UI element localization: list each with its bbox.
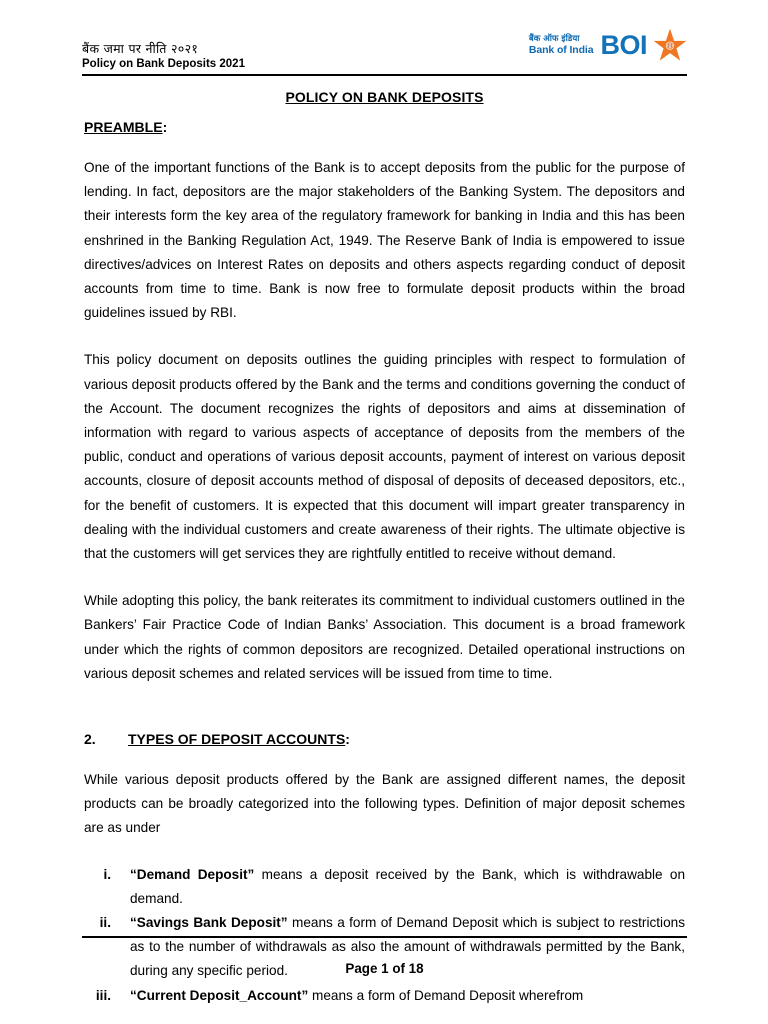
list-item-marker: ii. bbox=[99, 915, 111, 931]
header-hindi-title: बैंक जमा पर नीति २०२१ bbox=[82, 41, 199, 56]
list-item bbox=[84, 863, 685, 911]
list-item-body bbox=[130, 984, 685, 1008]
section-intro-text: While various deposit products offered by the Bank are assigned different names, the deposit products can be broadly categorized into the following types. Definition of major deposit schemes are as under bbox=[84, 772, 685, 836]
section-title-text: TYPES OF DEPOSIT ACCOUNTS bbox=[128, 731, 346, 748]
header-english-title: Policy on Bank Deposits 2021 bbox=[82, 58, 245, 70]
preamble-heading-colon: : bbox=[162, 119, 168, 135]
page-title-text: POLICY ON BANK DEPOSITS bbox=[285, 89, 484, 105]
logo-wordmark bbox=[529, 35, 594, 56]
header-row bbox=[82, 22, 687, 72]
list-item-text: means a deposit received by the Bank, which is withdrawable on demand. bbox=[130, 866, 685, 906]
list-item-term: “Demand Deposit” bbox=[130, 866, 255, 882]
paragraph-preamble-3: While adopting this policy, the bank reiterates its commitment to individual customers outlined in the Bankers’ Fair Practice Code of Indian Banks’ Association. This document is a broad framework under which the rights of common depositors are recognized. Detailed operational instructions on various deposit schemes and related services will be issued from time to time. bbox=[84, 593, 685, 681]
paragraph-preamble-2: This policy document on deposits outlines the guiding principles with respect to formulation of various deposit products offered by the Bank and the terms and conditions governing the conduct of the Account. The document recognizes the rights of depositors and aims at dissemination of information with regard to various aspects of acceptance of deposits from the members of the public, conduct and operations of various deposit accounts, payment of interest on various deposit accounts, closure of deposit accounts method of disposal of deposits of deceased depositors, etc., for the benefit of customers. It is expected that this document will impart greater transparency in dealing with the individual customers and create awareness of their rights. The ultimate objective is that the customers will get services they are rightfully entitled to receive without demand. bbox=[84, 352, 685, 562]
section-title bbox=[128, 730, 350, 748]
list-item-text: means a form of Demand Deposit which is subject to restrictions as to the number of withdrawals as also the amount of withdrawals permitted by the Bank, during any specific period. bbox=[130, 915, 685, 979]
list-item-marker: iii. bbox=[95, 987, 111, 1003]
paragraph-preamble-1: One of the important functions of the Bank is to accept deposits from the public for the purpose of lending. In fact, depositors are the major stakeholders of the Banking System. The depositors and their interests form the key area of the regulatory framework for banking in India and this has been enshrined in the Banking Regulation Act, 1949. The Reserve Bank of India is empowered to issue directives/advices on Interest Rates on deposits and others aspects regarding conduct of deposit accounts from time to time. Bank is now free to formulate deposit products within the broad guidelines issued by RBI. bbox=[84, 160, 685, 321]
page-title bbox=[84, 88, 685, 106]
list-item-term: “Current Deposit_Account” bbox=[130, 987, 309, 1003]
list-item-term: “Savings Bank Deposit” bbox=[130, 915, 288, 931]
section-heading-types-of-deposit-accounts bbox=[84, 730, 685, 748]
list-item-body bbox=[130, 863, 685, 911]
section-number: 2. bbox=[84, 731, 96, 748]
logo-abbreviation: BOI bbox=[600, 29, 647, 60]
document-content bbox=[84, 88, 685, 1008]
page-header bbox=[82, 22, 687, 76]
list-item-marker: i. bbox=[103, 866, 111, 882]
footer-divider bbox=[82, 936, 687, 938]
list-item-text: means a form of Demand Deposit wherefrom bbox=[308, 987, 584, 1003]
page-footer bbox=[82, 936, 687, 978]
preamble-heading bbox=[84, 118, 685, 136]
boi-star-icon bbox=[653, 28, 687, 62]
preamble-heading-text: PREAMBLE bbox=[84, 119, 163, 135]
header-title-block bbox=[82, 22, 245, 73]
logo-hindi-name: बैंक ऑफ इंडिया bbox=[528, 33, 580, 44]
header-divider bbox=[82, 74, 687, 76]
section-title-colon: : bbox=[345, 731, 350, 748]
list-item bbox=[84, 984, 685, 1008]
page-number-label: Page 1 of 18 bbox=[345, 961, 424, 976]
bank-of-india-logo bbox=[529, 22, 687, 62]
logo-english-name: Bank of India bbox=[528, 44, 594, 56]
